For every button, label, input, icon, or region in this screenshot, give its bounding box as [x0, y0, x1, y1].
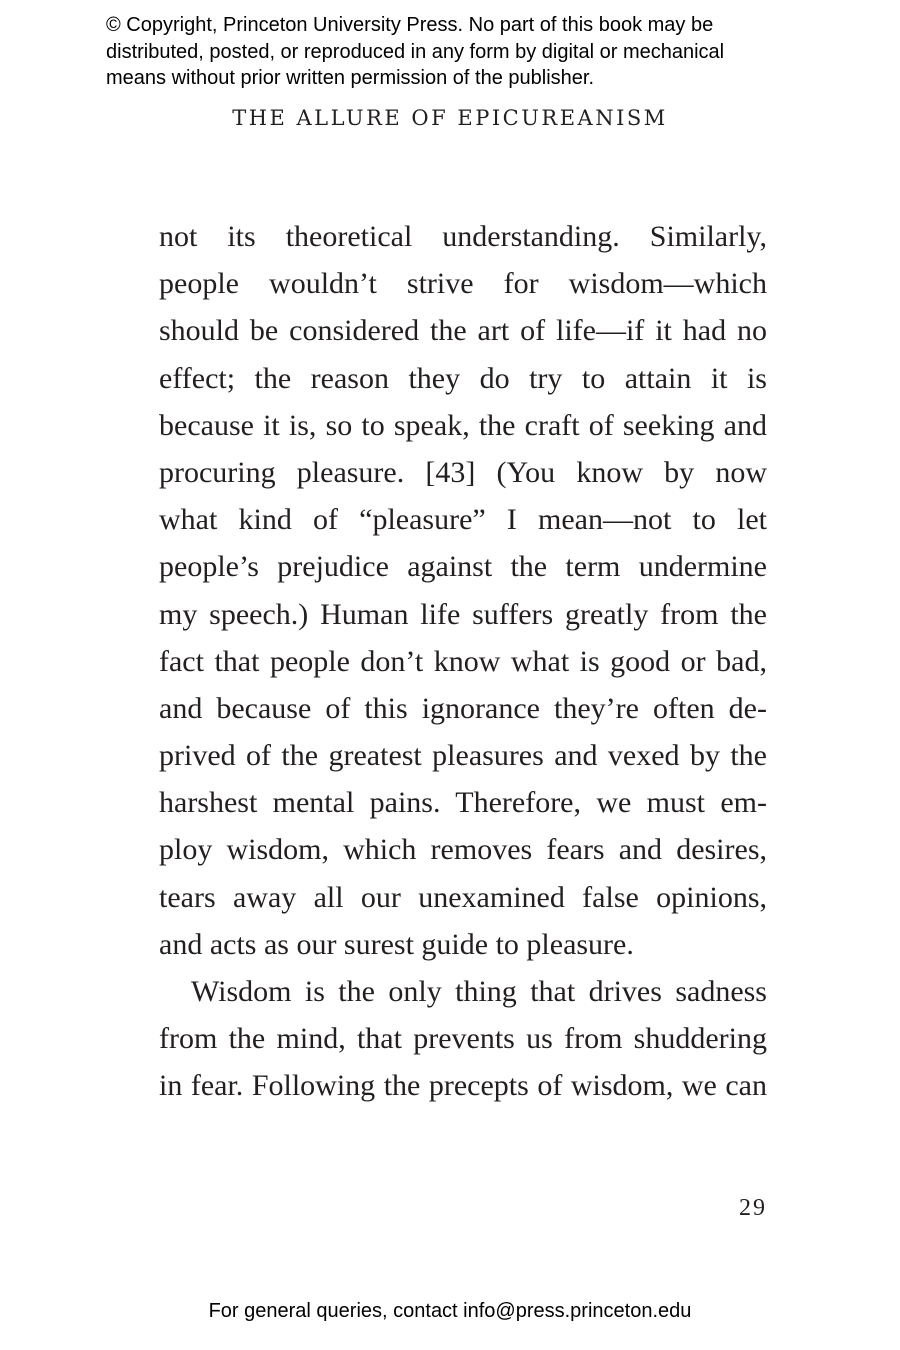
text-line: people wouldn’t strive for wisdom—which — [159, 267, 767, 301]
text-line: because it is, so to speak, the craft of seeking and — [159, 408, 767, 442]
text-line: ploy wisdom, which removes fears and desires, — [159, 833, 767, 867]
text-line: prived of the greatest pleasures and vexed by the — [159, 739, 767, 773]
page-number: 29 — [739, 1195, 767, 1221]
footer-contact: For general queries, contact info@press.princeton.edu — [208, 1300, 692, 1322]
text-line: tears away all our unexamined false opinions, — [159, 880, 767, 914]
copyright-line: means without prior written permission of the publisher. — [106, 67, 595, 89]
text-line: what kind of “pleasure” I mean—not to let — [159, 503, 767, 537]
text-line: effect; the reason they do try to attain it is — [159, 361, 767, 395]
text-line: procuring pleasure. [43] (You know by now — [159, 455, 767, 489]
text-line: people’s prejudice against the term undermine — [159, 550, 767, 584]
paragraph-2 — [159, 968, 767, 1110]
text-line: should be considered the art of life—if it had no — [159, 314, 767, 348]
text-line: from the mind, that prevents us from shuddering — [159, 1022, 767, 1056]
text-line: and because of this ignorance they’re often de- — [159, 691, 767, 725]
copyright-notice — [106, 12, 826, 92]
copyright-line: © Copyright, Princeton University Press. No part of this book may be — [106, 14, 714, 36]
text-line: Wisdom is the only thing that drives sadness — [191, 975, 767, 1008]
text-line: in fear. Following the precepts of wisdom, we can — [159, 1069, 767, 1103]
text-line: my speech.) Human life suffers greatly from the — [159, 597, 767, 631]
text-line: and acts as our surest guide to pleasure. — [159, 927, 634, 961]
paragraph-1 — [159, 213, 767, 968]
copyright-line: distributed, posted, or reproduced in any form by digital or mechanical — [106, 40, 725, 63]
text-line: not its theoretical understanding. Similarly, — [159, 220, 767, 253]
body-text — [159, 213, 767, 1110]
running-head: THE ALLURE OF EPICUREANISM — [232, 106, 668, 130]
text-line: fact that people don’t know what is good or bad, — [159, 644, 767, 678]
text-line: harshest mental pains. Therefore, we must em- — [159, 786, 767, 820]
